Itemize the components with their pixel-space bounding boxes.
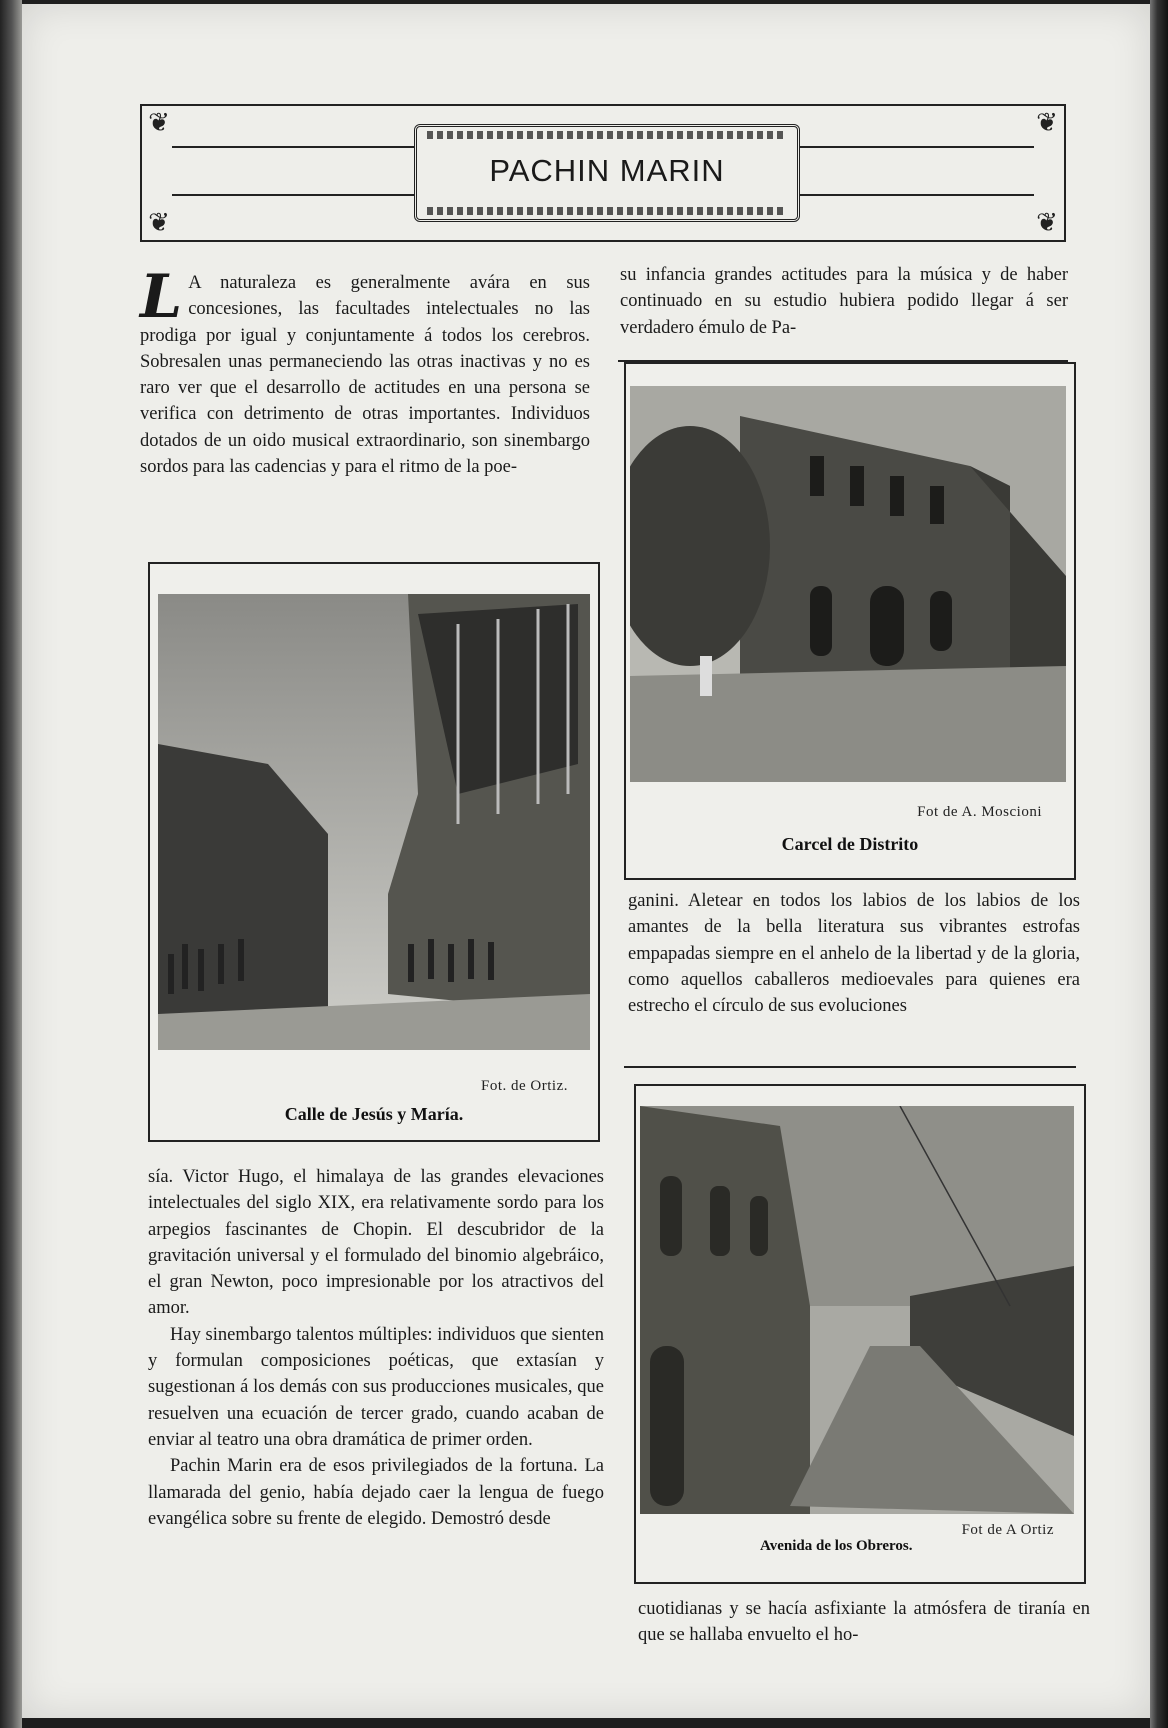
page-binding-edge — [0, 0, 22, 1728]
page-right-edge — [1150, 0, 1168, 1728]
page-title: PACHIN MARIN — [489, 153, 725, 188]
photo-avenida-obreros — [640, 1106, 1074, 1514]
paragraph: Pachin Marin era de esos privilegiados de la fortuna. La llamarada del genio, había dejado caer la lengua de fuego evangélica sobre su frente de elegido. Demostró desde — [148, 1456, 604, 1529]
photo-credit-avenida: Fot de A Ortiz — [961, 1522, 1054, 1538]
article-col2-bottom — [638, 1596, 1090, 1649]
figure-carcel — [624, 362, 1076, 880]
caption-calle: Calle de Jesús y María. — [284, 1104, 464, 1124]
paragraph: ganini. Aletear en todos los labios de los labios de los amantes de la bella literatura sus vibrantes estrofas empapadas siempre en el anhelo de la libertad y de la gloria, como aquellos caballeros medioevales para quienes era estrecho el círculo de sus evoluciones — [628, 891, 1080, 1017]
fleuron-icon: ❦ — [148, 108, 170, 137]
photo-carcel-distrito — [630, 386, 1066, 782]
figure-avenida — [634, 1084, 1086, 1584]
drop-cap: L — [140, 262, 183, 332]
paragraph: cuotidianas y se hacía asfixiante la atmósfera de tiranía en que se hallaba envuelto el ho- — [638, 1599, 1090, 1646]
caption-avenida: Avenida de los Obreros. — [760, 1538, 913, 1554]
article-col2-top — [620, 262, 1068, 341]
article-col1-top — [140, 262, 590, 480]
fleuron-icon: ❦ — [1036, 108, 1058, 137]
paragraph: sía. Victor Hugo, el himalaya de las grandes elevaciones intelectuales del siglo XIX, era relativamente sordo para los arpegios fascinantes de Chopin. El descubridor de la gravitación universal y el formulado del binomio algebráico, el gran Newton, poco impresionable por los atractivos del amor. — [148, 1167, 604, 1319]
photo-calle-jesus-maria — [158, 594, 590, 1050]
title-frame — [414, 124, 800, 222]
paragraph: Hay sinembargo talentos múltiples: individuos que sienten y formulan composiciones poéticas, que extasían y sugestionan á los demás con sus producciones musicales, que resuelven una ecuación de tercer grado, cuando acaban de enviar al teatro una obra dramática de primer orden. — [148, 1324, 604, 1450]
figure-calle — [148, 562, 600, 1142]
fleuron-icon: ❦ — [148, 208, 170, 237]
article-col1-bottom — [148, 1164, 604, 1532]
paragraph: su infancia grandes actitudes para la música y de haber continuado en su estudio hubiera podido llegar á ser verdadero émulo de Pa- — [620, 265, 1068, 338]
fleuron-icon: ❦ — [1036, 208, 1058, 237]
column-rule — [624, 1066, 1076, 1068]
caption-carcel: Carcel de Distrito — [781, 834, 919, 854]
photo-credit-calle: Fot. de Ortiz. — [481, 1078, 568, 1094]
article-opening-text: A naturaleza es generalmente avára en sus concesiones, las facultades intelectuales no las prodiga por igual y conjuntamente á todos los cerebros. Sobresalen unas permaneciendo las otras inactivas y no es raro ver que el desarrollo de actitudes en una persona se verifica con detrimento de otras importantes. Individuos dotados de un oido musical extraordinario, son sinembargo sordos para las cadencias y para el ritmo de la poe- — [140, 273, 590, 478]
photo-credit-carcel: Fot de A. Moscioni — [917, 804, 1042, 820]
title-header-box — [140, 104, 1066, 242]
article-col2-middle — [628, 888, 1080, 1019]
